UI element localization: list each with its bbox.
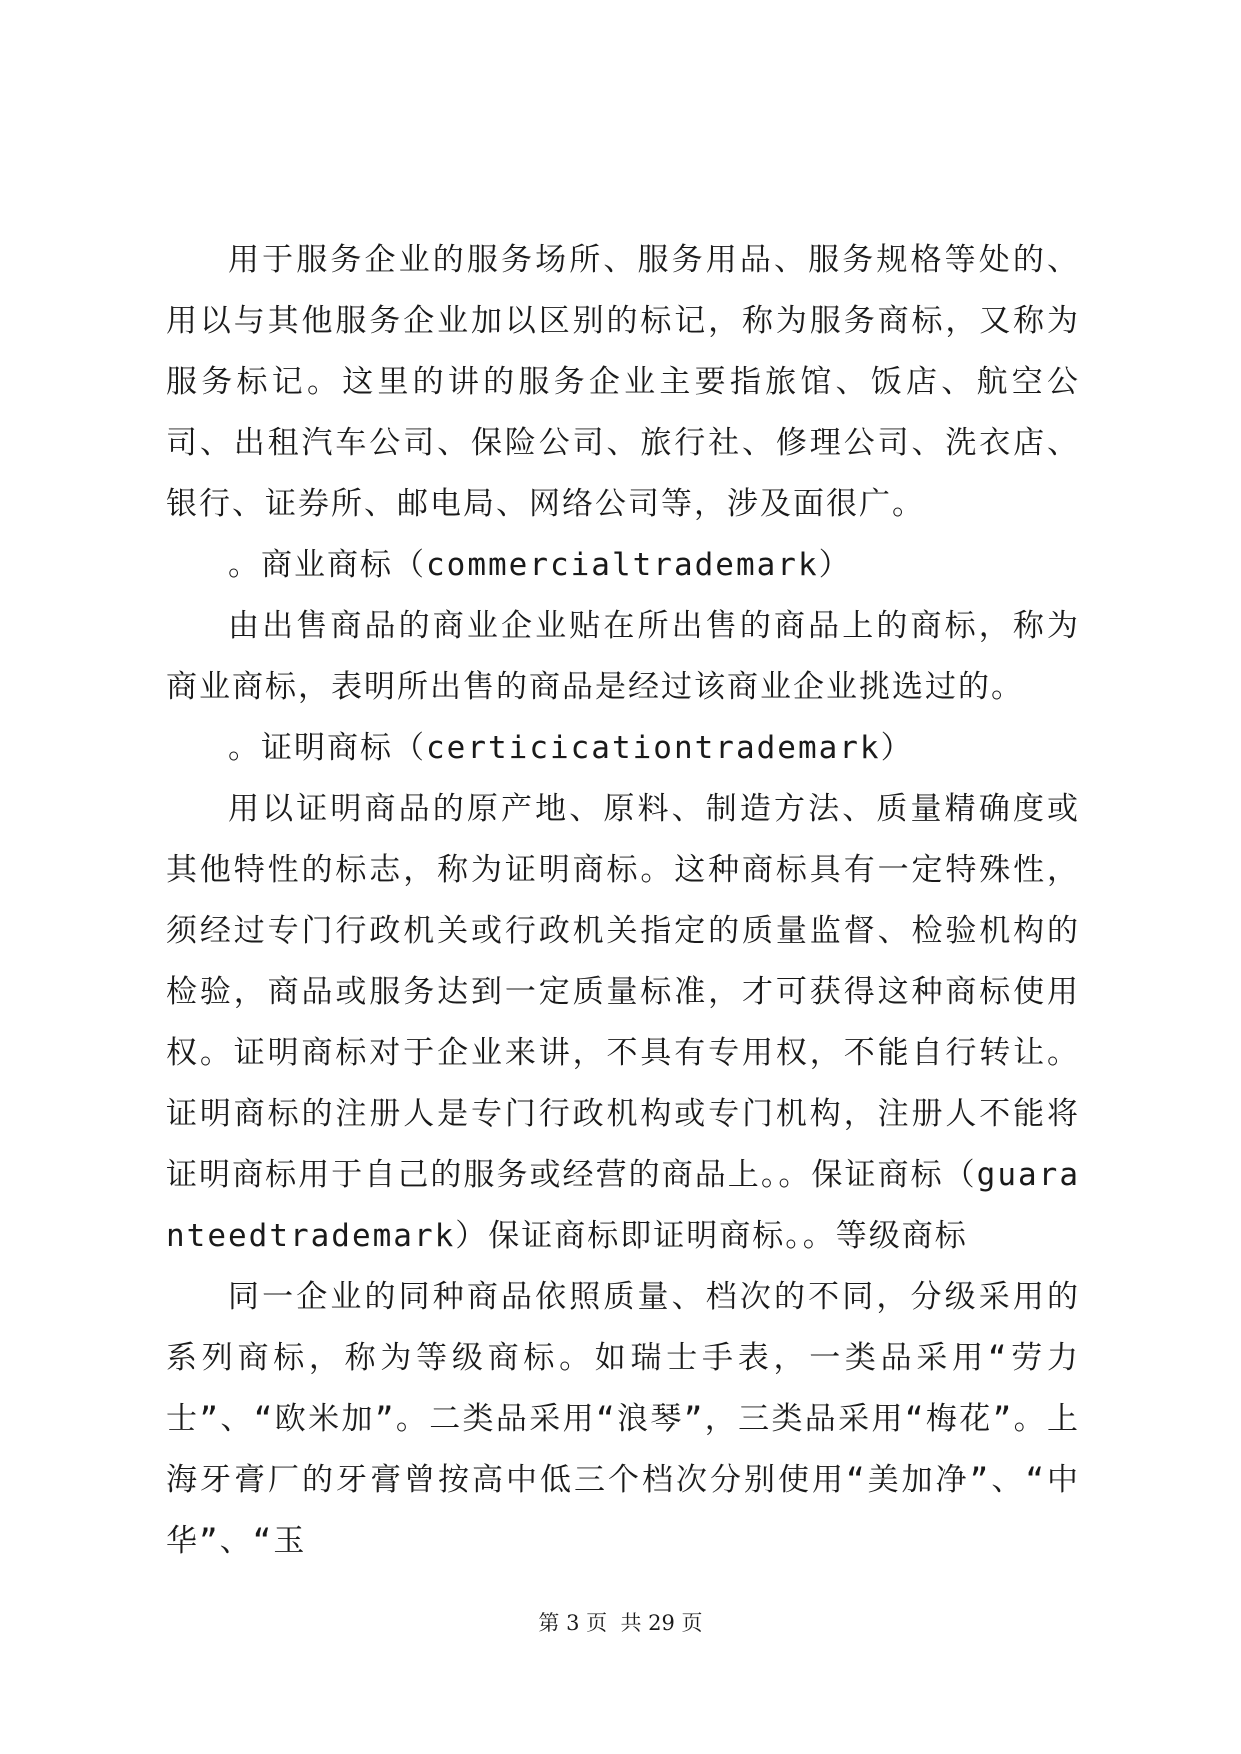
- heading-commercial-trademark: 。商业商标（commercialtrademark）: [228, 547, 852, 583]
- heading-certification-trademark: 。证明商标（certicicationtrademark）: [228, 730, 914, 766]
- page-footer: [0, 1607, 1241, 1637]
- paragraph-certification-trademark: 用以证明商品的原产地、原料、制造方法、质量精确度或其他特性的标志，称为证明商标。这种商标具有一定特殊性，须经过专门行政机关或行政机关指定的质量监督、检验机构的检验，商品或服务达到一定质量标准，才可获得这种商标使用权。证明商标对于企业来讲，不具有专用权，不能自行转让。证明商标的注册人是专门行政机构或专门机构，注册人不能将证明商标用于自己的服务或经营的商品上。。保证商标（guaranteedtrademark）保证商标即证明商标。。等级商标: [166, 791, 1080, 1254]
- paragraph-commercial-trademark: 由出售商品的商业企业贴在所出售的商品上的商标，称为商业商标，表明所出售的商品是经过该商业企业挑选过的。: [166, 608, 1080, 705]
- page-number-label: 第 3 页 共 29 页: [538, 1611, 703, 1635]
- paragraph-service-trademark: 用于服务企业的服务场所、服务用品、服务规格等处的、用以与其他服务企业加以区别的标记，称为服务商标，又称为服务标记。这里的讲的服务企业主要指旅馆、饭店、航空公司、出租汽车公司、保险公司、旅行社、修理公司、洗衣店、银行、证券所、邮电局、网络公司等，涉及面很广。: [166, 242, 1080, 522]
- document-body: [166, 230, 1080, 1572]
- paragraph-grade-trademark: 同一企业的同种商品依照质量、档次的不同，分级采用的系列商标，称为等级商标。如瑞士手表，一类品采用“劳力士”、“欧米加”。二类品采用“浪琴”，三类品采用“梅花”。上海牙膏厂的牙膏曾按高中低三个档次分别使用“美加净”、“中华”、“玉: [166, 1279, 1080, 1559]
